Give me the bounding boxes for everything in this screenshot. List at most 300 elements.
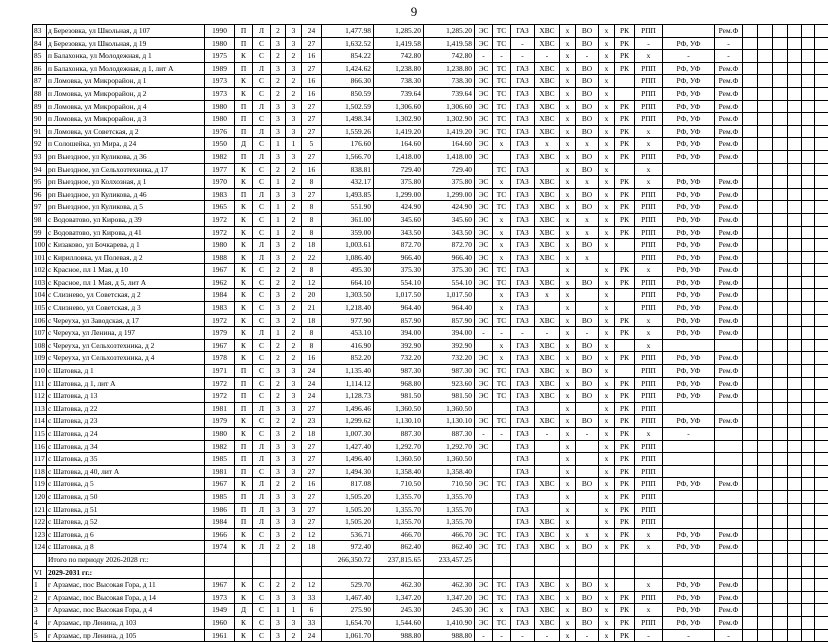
- table-cell: ГАЗ: [511, 541, 535, 554]
- table-cell: х: [635, 579, 663, 592]
- table-cell: РК: [615, 352, 635, 365]
- table-cell: РК: [615, 201, 635, 214]
- table-cell: с Слизнево, ул Советская, д 3: [47, 302, 205, 315]
- table-cell: ВО: [576, 352, 599, 365]
- table-cell: х: [560, 579, 576, 592]
- table-cell: [802, 415, 815, 428]
- table-cell: [802, 339, 815, 352]
- table-cell: х: [599, 629, 615, 642]
- table-cell: РПП: [635, 478, 663, 491]
- table-cell: 1: [271, 176, 286, 189]
- table-cell: 3: [271, 62, 286, 75]
- table-row: [33, 163, 828, 176]
- table-cell: 24: [302, 629, 322, 642]
- table-cell: [773, 75, 788, 88]
- table-cell: 20: [302, 289, 322, 302]
- table-cell: 738.30: [374, 75, 424, 88]
- table-cell: 2: [286, 163, 302, 176]
- table-cell: [535, 553, 560, 566]
- table-cell: [743, 478, 758, 491]
- table-cell: 2: [286, 251, 302, 264]
- table-cell: 18: [302, 239, 322, 252]
- table-cell: х: [635, 264, 663, 277]
- table-cell: 3: [33, 604, 47, 617]
- table-cell: [773, 87, 788, 100]
- table-row: [33, 201, 828, 214]
- table-cell: 27: [302, 113, 322, 126]
- table-cell: [758, 352, 773, 365]
- table-cell: [788, 415, 802, 428]
- table-cell: [715, 453, 743, 466]
- table-cell: [758, 87, 773, 100]
- table-cell: К: [235, 327, 253, 340]
- table-cell: с Кирилловка, ул Полевая, д 2: [47, 251, 205, 264]
- table-cell: -: [535, 629, 560, 642]
- table-cell: 1980: [205, 113, 235, 126]
- table-cell: 87: [33, 75, 47, 88]
- table-cell: 866.30: [322, 75, 374, 88]
- table-cell: х: [599, 402, 615, 415]
- table-cell: 3: [271, 528, 286, 541]
- table-cell: 729.40: [374, 163, 424, 176]
- table-cell: ХВС: [535, 87, 560, 100]
- table-cell: [535, 490, 560, 503]
- table-cell: РПП: [635, 490, 663, 503]
- table-cell: [663, 553, 715, 566]
- table-cell: 729.40: [424, 163, 475, 176]
- table-cell: [511, 566, 535, 579]
- table-cell: 1,355.70: [424, 516, 475, 529]
- table-cell: х: [560, 50, 576, 63]
- table-cell: 2: [286, 289, 302, 302]
- table-cell: 2: [271, 415, 286, 428]
- table-cell: РК: [615, 50, 635, 63]
- table-cell: [758, 251, 773, 264]
- table-cell: [773, 604, 788, 617]
- table-cell: С: [253, 113, 271, 126]
- table-cell: [743, 377, 758, 390]
- table-cell: 3: [286, 150, 302, 163]
- table-cell: 5: [302, 138, 322, 151]
- table-cell: [743, 62, 758, 75]
- table-cell: 24: [302, 365, 322, 378]
- table-row: [33, 528, 828, 541]
- table-cell: 1983: [205, 188, 235, 201]
- table-row: [33, 302, 828, 315]
- table-cell: с Кизаково, ул Бочкарева, д 1: [47, 239, 205, 252]
- table-cell: ГАЗ: [511, 453, 535, 466]
- table-cell: ГАЗ: [511, 213, 535, 226]
- table-cell: ЭС: [475, 201, 493, 214]
- table-cell: [743, 440, 758, 453]
- table-cell: [788, 264, 802, 277]
- table-cell: [802, 516, 815, 529]
- table-cell: [815, 62, 828, 75]
- table-cell: [773, 390, 788, 403]
- table-cell: [599, 251, 615, 264]
- table-cell: С: [253, 276, 271, 289]
- table-cell: х: [560, 327, 576, 340]
- table-cell: [743, 213, 758, 226]
- table-cell: ВО: [576, 87, 599, 100]
- table-cell: ГАЗ: [511, 415, 535, 428]
- table-cell: -: [535, 327, 560, 340]
- table-cell: К: [235, 629, 253, 642]
- table-cell: РПП: [635, 289, 663, 302]
- table-cell: 100: [33, 239, 47, 252]
- table-cell: 1,467.40: [322, 591, 374, 604]
- table-cell: 3: [271, 100, 286, 113]
- table-cell: [715, 553, 743, 566]
- table-cell: [773, 579, 788, 592]
- table-cell: 3: [286, 62, 302, 75]
- table-cell: [802, 428, 815, 441]
- table-cell: х: [560, 453, 576, 466]
- table-cell: ТС: [493, 415, 511, 428]
- table-cell: Л: [253, 402, 271, 415]
- table-cell: Л: [253, 125, 271, 138]
- table-cell: [788, 50, 802, 63]
- table-cell: 710.50: [374, 478, 424, 491]
- table-cell: ХВС: [535, 314, 560, 327]
- table-cell: 3: [271, 490, 286, 503]
- table-cell: [576, 402, 599, 415]
- table-cell: [475, 289, 493, 302]
- table-cell: 2: [286, 327, 302, 340]
- table-cell: 96: [33, 188, 47, 201]
- table-cell: 33: [302, 616, 322, 629]
- table-cell: ЭС: [475, 138, 493, 151]
- table-cell: -: [511, 37, 535, 50]
- table-cell: ВО: [576, 478, 599, 491]
- table-cell: С: [253, 50, 271, 63]
- table-cell: х: [560, 226, 576, 239]
- table-cell: [743, 163, 758, 176]
- table-cell: [758, 453, 773, 466]
- table-cell: 1,302.90: [374, 113, 424, 126]
- table-cell: РФ, УФ: [663, 604, 715, 617]
- table-row: [33, 276, 828, 289]
- table-cell: 466.70: [374, 528, 424, 541]
- table-cell: 1,505.20: [322, 503, 374, 516]
- table-cell: ВО: [576, 37, 599, 50]
- table-cell: [773, 150, 788, 163]
- table-cell: 3: [271, 453, 286, 466]
- table-cell: 1,424.62: [322, 62, 374, 75]
- table-cell: [33, 553, 47, 566]
- table-cell: х: [599, 377, 615, 390]
- table-cell: Рем.Ф: [715, 390, 743, 403]
- table-cell: х: [560, 604, 576, 617]
- table-cell: 964.40: [424, 302, 475, 315]
- table-cell: [815, 327, 828, 340]
- table-cell: Рем.Ф: [715, 289, 743, 302]
- table-cell: [535, 302, 560, 315]
- table-cell: 3: [286, 453, 302, 466]
- table-cell: 2: [286, 264, 302, 277]
- table-cell: 1972: [205, 377, 235, 390]
- table-cell: [773, 62, 788, 75]
- table-cell: ЭС: [475, 239, 493, 252]
- table-cell: [758, 264, 773, 277]
- table-cell: 1,494.30: [322, 465, 374, 478]
- table-cell: 375.80: [374, 176, 424, 189]
- table-cell: 1,130.10: [374, 415, 424, 428]
- table-cell: х: [635, 528, 663, 541]
- table-cell: 1: [286, 138, 302, 151]
- table-cell: ВО: [576, 604, 599, 617]
- table-cell: [815, 402, 828, 415]
- table-cell: 3: [286, 188, 302, 201]
- table-cell: VI: [33, 566, 47, 579]
- table-cell: х: [599, 100, 615, 113]
- table-cell: 2: [286, 428, 302, 441]
- table-cell: 554.10: [374, 276, 424, 289]
- table-cell: 2029-2031 гг.:: [47, 566, 205, 579]
- table-cell: 1989: [205, 62, 235, 75]
- table-cell: [815, 415, 828, 428]
- table-row: [33, 113, 828, 126]
- table-cell: [815, 25, 828, 38]
- table-cell: Л: [253, 541, 271, 554]
- table-cell: [715, 440, 743, 453]
- table-cell: ГАЗ: [511, 591, 535, 604]
- table-cell: 854.22: [322, 50, 374, 63]
- table-cell: [576, 490, 599, 503]
- table-cell: ЭС: [475, 591, 493, 604]
- table-cell: [743, 516, 758, 529]
- table-cell: К: [235, 339, 253, 352]
- table-cell: [802, 239, 815, 252]
- table-cell: РФ, УФ: [663, 264, 715, 277]
- table-cell: 872.70: [424, 239, 475, 252]
- table-cell: РК: [615, 516, 635, 529]
- table-cell: 862.40: [374, 541, 424, 554]
- table-cell: [758, 402, 773, 415]
- table-cell: [758, 440, 773, 453]
- table-cell: ГАЗ: [511, 365, 535, 378]
- table-cell: 2: [286, 176, 302, 189]
- table-cell: х: [560, 314, 576, 327]
- table-cell: ГАЗ: [511, 176, 535, 189]
- table-cell: 1,358.40: [374, 465, 424, 478]
- table-cell: 1,285.20: [374, 25, 424, 38]
- table-cell: х: [599, 352, 615, 365]
- table-cell: ХВС: [535, 75, 560, 88]
- table-cell: [663, 402, 715, 415]
- table-cell: 1981: [205, 465, 235, 478]
- table-cell: ЭС: [475, 87, 493, 100]
- table-cell: 3: [286, 616, 302, 629]
- table-cell: [576, 566, 599, 579]
- table-cell: К: [235, 239, 253, 252]
- table-cell: ХВС: [535, 188, 560, 201]
- table-cell: РК: [615, 402, 635, 415]
- table-cell: 1: [33, 579, 47, 592]
- table-cell: К: [235, 289, 253, 302]
- table-cell: -: [715, 37, 743, 50]
- table-row: [33, 516, 828, 529]
- table-cell: 91: [33, 125, 47, 138]
- table-cell: Рем.Ф: [715, 213, 743, 226]
- table-cell: [802, 201, 815, 214]
- table-cell: РК: [615, 213, 635, 226]
- table-cell: РК: [615, 390, 635, 403]
- table-cell: [815, 579, 828, 592]
- table-cell: 1: [271, 327, 286, 340]
- table-cell: ГАЗ: [511, 478, 535, 491]
- table-cell: х: [635, 604, 663, 617]
- table-cell: 95: [33, 176, 47, 189]
- table-cell: [205, 566, 235, 579]
- table-cell: 977.90: [322, 314, 374, 327]
- table-cell: [758, 314, 773, 327]
- table-cell: 8: [302, 339, 322, 352]
- table-cell: [758, 591, 773, 604]
- table-cell: П: [235, 25, 253, 38]
- table-cell: [493, 402, 511, 415]
- table-cell: [788, 37, 802, 50]
- table-cell: 852.20: [322, 352, 374, 365]
- table-cell: РФ, УФ: [663, 150, 715, 163]
- table-cell: РК: [615, 478, 635, 491]
- table-cell: 1971: [205, 365, 235, 378]
- table-cell: х: [493, 138, 511, 151]
- table-cell: д Березовка, ул Школьная, д 19: [47, 37, 205, 50]
- table-cell: х: [560, 138, 576, 151]
- table-cell: 1,302.90: [424, 113, 475, 126]
- table-cell: [475, 503, 493, 516]
- table-cell: [788, 428, 802, 441]
- table-cell: РПП: [635, 591, 663, 604]
- table-cell: [743, 339, 758, 352]
- table-cell: 12: [302, 528, 322, 541]
- table-cell: 2: [286, 541, 302, 554]
- table-cell: 83: [33, 25, 47, 38]
- table-cell: ТС: [493, 163, 511, 176]
- table-cell: [773, 541, 788, 554]
- table-cell: х: [635, 163, 663, 176]
- table-cell: 359.00: [322, 226, 374, 239]
- table-cell: РПП: [635, 453, 663, 466]
- table-cell: х: [635, 327, 663, 340]
- table-cell: [802, 188, 815, 201]
- table-cell: 1967: [205, 339, 235, 352]
- table-cell: [758, 75, 773, 88]
- table-cell: 1,017.50: [424, 289, 475, 302]
- table-cell: ХВС: [535, 226, 560, 239]
- table-cell: ЭС: [475, 604, 493, 617]
- table-cell: [743, 239, 758, 252]
- table-cell: 2: [271, 352, 286, 365]
- table-cell: ГАЗ: [511, 113, 535, 126]
- table-cell: с Шатовка, д 24: [47, 428, 205, 441]
- table-cell: х: [576, 528, 599, 541]
- table-cell: [802, 75, 815, 88]
- table-cell: [773, 251, 788, 264]
- table-cell: [802, 440, 815, 453]
- table-cell: х: [599, 541, 615, 554]
- table-cell: ЭС: [475, 150, 493, 163]
- table-cell: ТС: [493, 125, 511, 138]
- table-cell: [788, 226, 802, 239]
- table-cell: ГАЗ: [511, 289, 535, 302]
- table-cell: 1,419.20: [424, 125, 475, 138]
- table-cell: [773, 327, 788, 340]
- table-cell: 113: [33, 402, 47, 415]
- table-cell: 1,135.40: [322, 365, 374, 378]
- table-row: [33, 402, 828, 415]
- table-cell: [758, 604, 773, 617]
- table-cell: С: [253, 428, 271, 441]
- table-cell: К: [235, 352, 253, 365]
- table-cell: [715, 503, 743, 516]
- table-row: [33, 541, 828, 554]
- table-cell: х: [576, 251, 599, 264]
- table-cell: 27: [302, 440, 322, 453]
- table-cell: 2: [33, 591, 47, 604]
- table-cell: [743, 125, 758, 138]
- table-cell: [576, 503, 599, 516]
- table-cell: РК: [615, 377, 635, 390]
- table-row: [33, 37, 828, 50]
- table-cell: [802, 125, 815, 138]
- table-cell: х: [493, 239, 511, 252]
- table-row: [33, 428, 828, 441]
- table-cell: [615, 579, 635, 592]
- table-cell: х: [493, 176, 511, 189]
- table-cell: [576, 465, 599, 478]
- table-cell: 27: [302, 125, 322, 138]
- table-cell: 3: [271, 503, 286, 516]
- table-cell: [773, 352, 788, 365]
- table-cell: х: [560, 365, 576, 378]
- table-cell: 1,566.70: [322, 150, 374, 163]
- table-cell: х: [599, 516, 615, 529]
- table-cell: 1,355.70: [374, 503, 424, 516]
- table-cell: 1974: [205, 541, 235, 554]
- table-cell: РК: [615, 440, 635, 453]
- table-cell: ХВС: [535, 150, 560, 163]
- table-row: [33, 377, 828, 390]
- table-cell: 3: [286, 390, 302, 403]
- table-cell: ЭС: [475, 478, 493, 491]
- table-cell: С: [253, 264, 271, 277]
- table-cell: Рем.Ф: [715, 528, 743, 541]
- table-cell: х: [599, 150, 615, 163]
- table-cell: х: [493, 213, 511, 226]
- table-cell: х: [599, 604, 615, 617]
- table-cell: п Ломовка, ул Микрорайон, д 2: [47, 87, 205, 100]
- table-cell: 112: [33, 390, 47, 403]
- table-cell: 1,114.12: [322, 377, 374, 390]
- table-cell: 110: [33, 365, 47, 378]
- table-cell: [788, 402, 802, 415]
- table-cell: ГАЗ: [511, 87, 535, 100]
- table-cell: [788, 163, 802, 176]
- table-cell: ЭС: [475, 100, 493, 113]
- table-cell: х: [635, 125, 663, 138]
- table-cell: х: [560, 188, 576, 201]
- table-cell: [615, 365, 635, 378]
- table-cell: -: [715, 50, 743, 63]
- table-cell: ТС: [493, 616, 511, 629]
- table-cell: [802, 365, 815, 378]
- table-cell: [788, 377, 802, 390]
- table-cell: [475, 566, 493, 579]
- table-cell: 3: [271, 239, 286, 252]
- table-cell: К: [235, 163, 253, 176]
